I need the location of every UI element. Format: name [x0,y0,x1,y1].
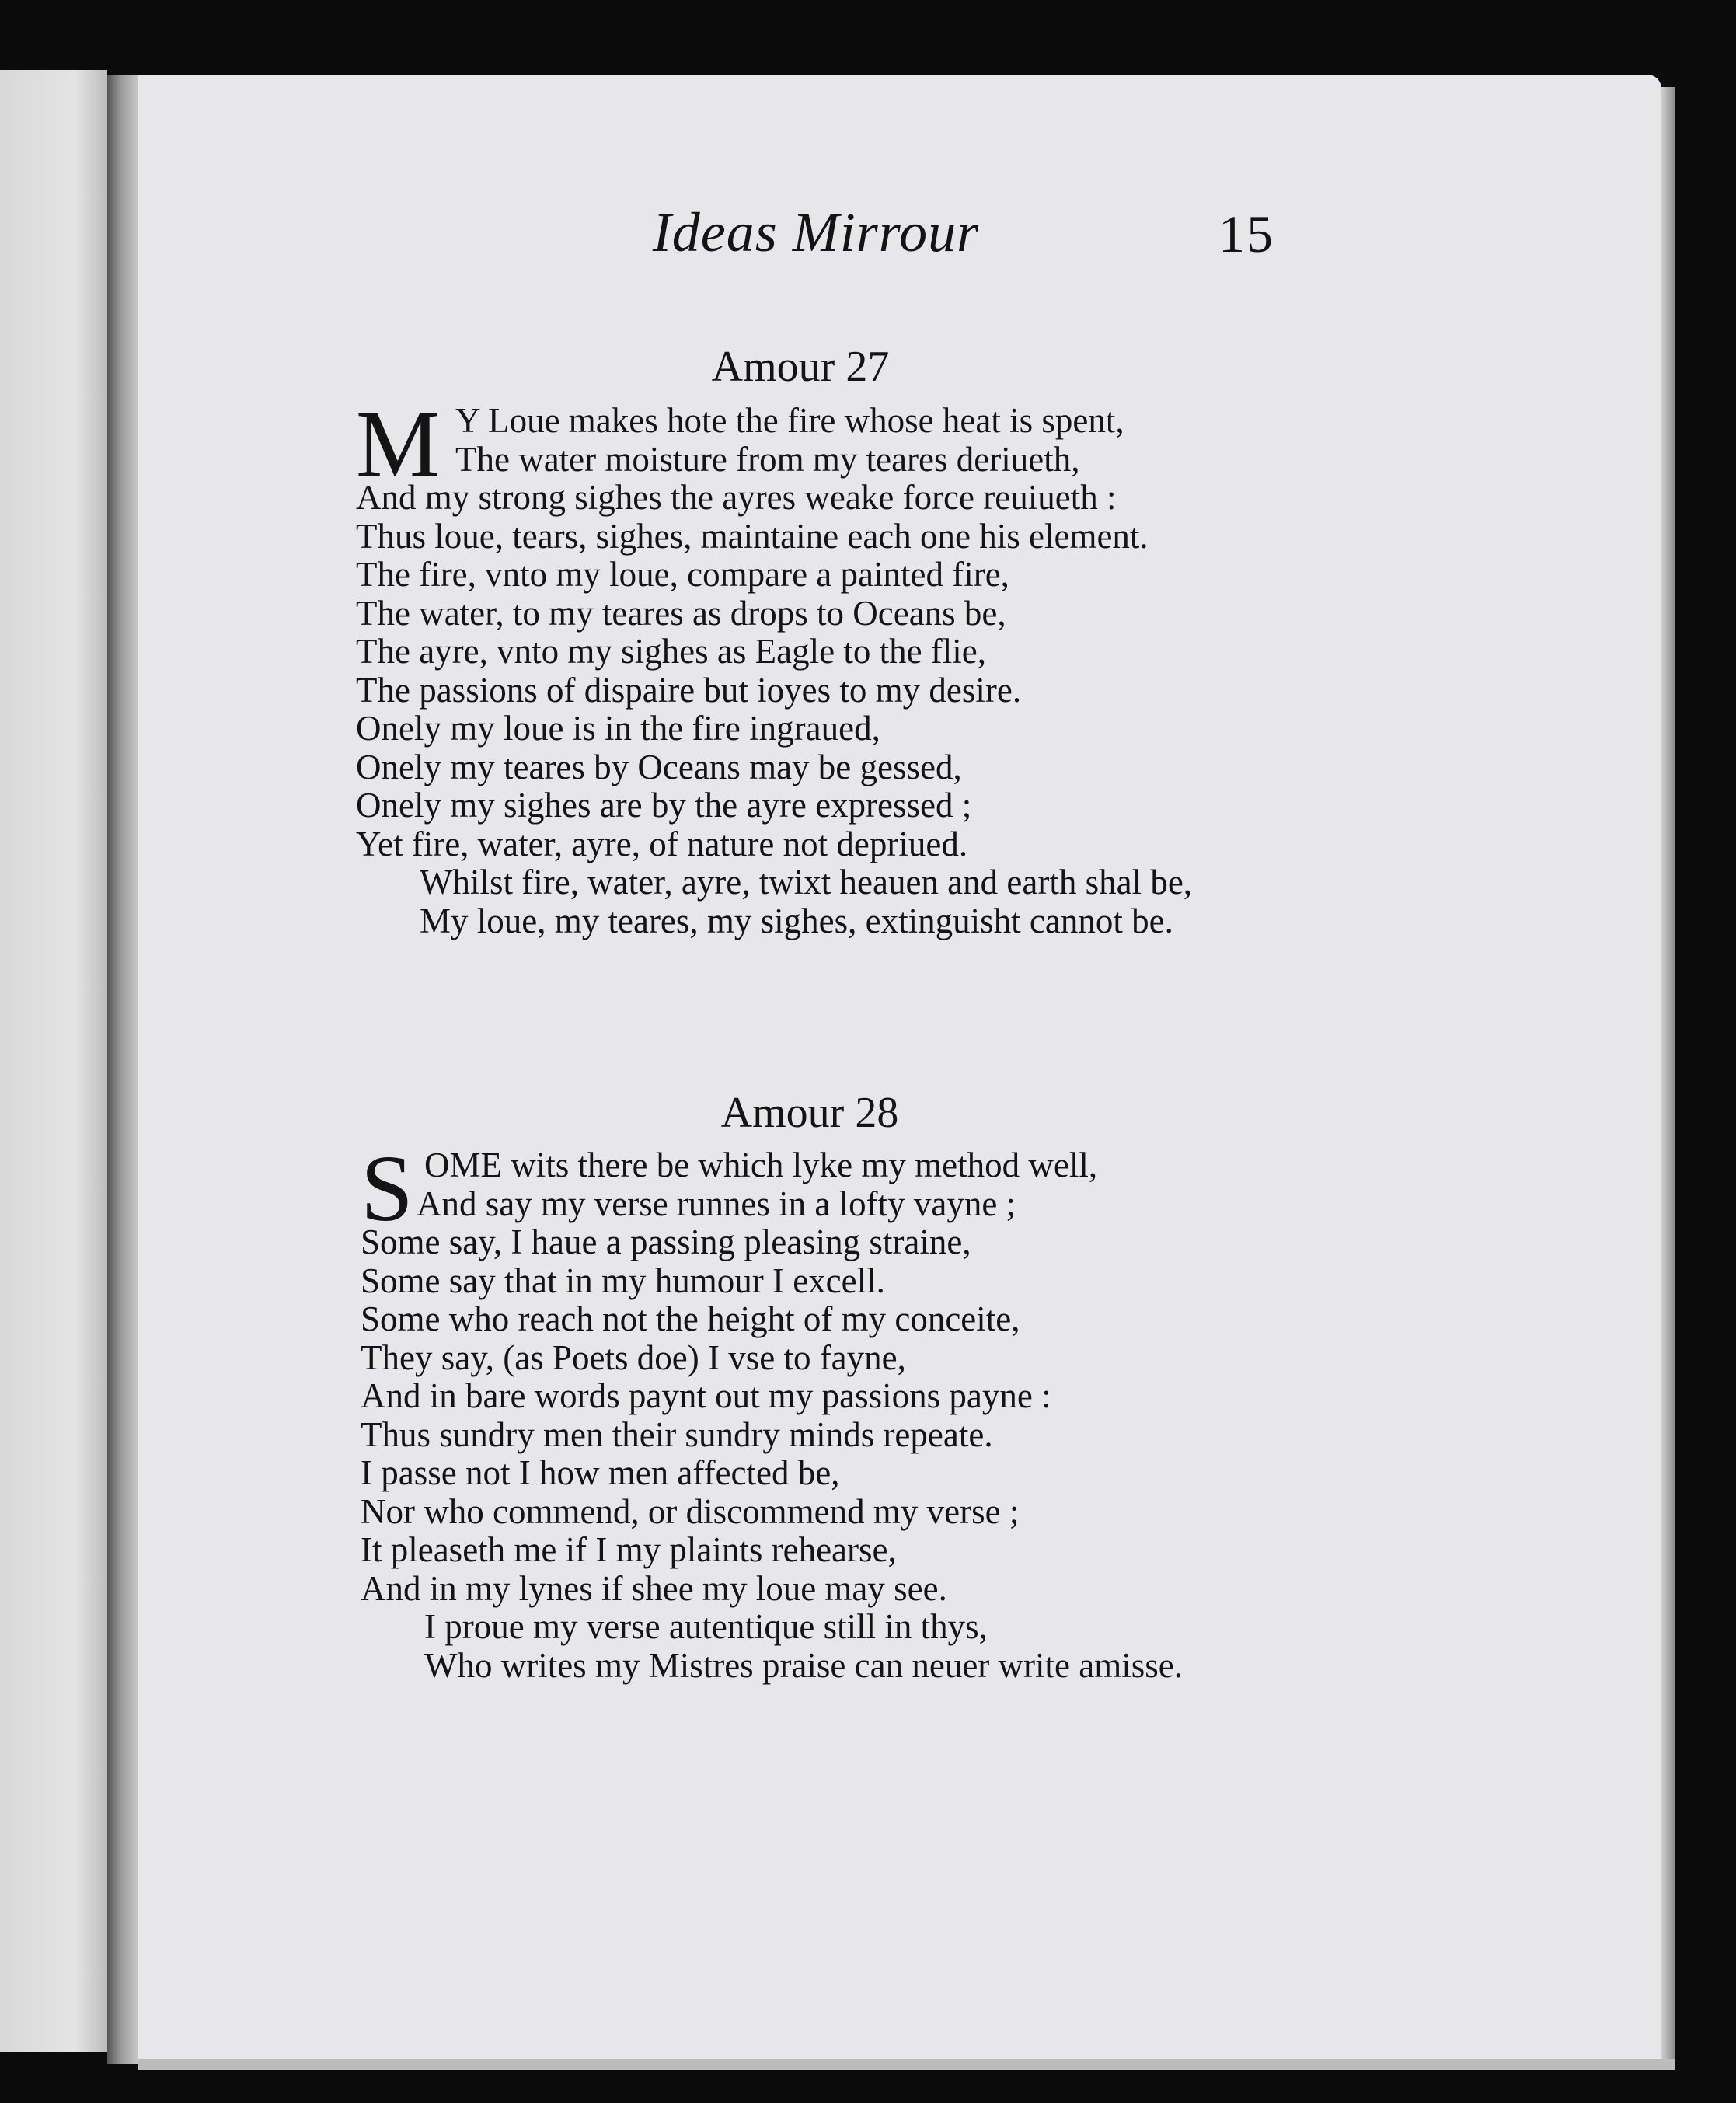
couplet-line: Whilst fire, water, ayre, twixt heauen and earth shal be, [420,863,1193,902]
poem-line: And in bare words paynt out my passions payne : [361,1376,1051,1415]
drop-cap: M [356,392,441,497]
poem-line: And in my lynes if shee my loue may see. [361,1568,947,1608]
page-edge-bottom [138,2059,1675,2070]
poem-line: Thus loue, tears, sighes, maintaine each one his element. [356,516,1149,556]
poem-line: Some who reach not the height of my conceite, [361,1299,1020,1338]
poem-line: And say my verse runnes in a lofty vayne ; [417,1184,1016,1223]
drop-cap: S [361,1136,413,1241]
poem-line: Onely my loue is in the fire ingraued, [356,709,880,748]
poem-line: The water moisture from my teares deriueth, [455,439,1080,479]
poem-title-amour-28: Amour 28 [720,1089,899,1137]
poem-line: It pleaseth me if I my plaints rehearse, [361,1530,897,1569]
poem-line: Some say that in my humour I excell. [361,1261,885,1300]
poem-line: The water, to my teares as drops to Oceans be, [356,593,1006,633]
poem-line: Onely my sighes are by the ayre expressed ; [356,786,972,825]
poem-title-amour-27: Amour 27 [711,343,890,391]
poem-line: The fire, vnto my loue, compare a painted fire, [356,555,1009,594]
poem-line: Y Loue makes hote the fire whose heat is spent, [455,401,1124,440]
gutter-shadow [107,75,141,2064]
poem-line: Onely my teares by Oceans may be gessed, [356,747,962,786]
page-edge-right [1661,87,1675,2061]
couplet-line: I proue my verse autentique still in thys, [424,1607,988,1646]
poem-line: They say, (as Poets doe) I vse to fayne, [361,1337,906,1377]
poem-line: OME wits there be which lyke my method well, [424,1146,1098,1184]
poem-line: The passions of dispaire but ioyes to my desire. [356,670,1022,710]
poem-line: Nor who commend, or discommend my verse ; [361,1491,1020,1531]
couplet-line: My loue, my teares, my sighes, extinguisht cannot be. [420,901,1173,940]
poem-amour-28 [361,1136,1183,1685]
poem-line: Thus sundry men their sundry minds repeate. [361,1414,993,1454]
running-title: Ideas Mirrour [652,201,980,263]
poem-line: I passe not I how men affected be, [361,1453,840,1492]
poem-amour-27 [356,392,1193,940]
poem-line: Some say, I haue a passing pleasing straine, [361,1222,971,1261]
couplet-line: Who writes my Mistres praise can neuer write amisse. [424,1645,1183,1685]
page-number: 15 [1218,204,1274,263]
poem-line: The ayre, vnto my sighes as Eagle to the flie, [356,632,987,671]
poem-line: Yet fire, water, ayre, of nature not depriued. [356,824,968,863]
poem-line: And my strong sighes the ayres weake force reuiueth : [356,478,1117,517]
facing-page-edge [0,70,107,2052]
